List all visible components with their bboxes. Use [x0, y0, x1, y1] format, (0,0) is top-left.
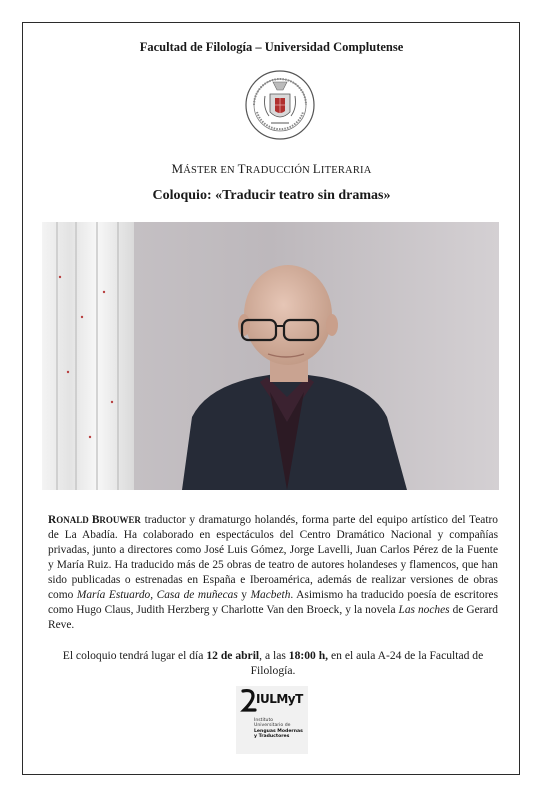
speaker-bio: RONALD BROUWER traductor y dramaturgo holandés, forma parte del equipo artístico del Teatro de La Abadía. Ha colaborado en espectáculos del Centro Dramático Nacional y compañías privadas, junto a directores como José Luis Gómez, Jorge Lavelli, Juan Carlos Pérez de la Fuente y María Ruiz. Ha traducido más de 25 obras de teatro de autores holandeses y flamencos, que han sido publicadas o estrenadas en España e Iberoamérica, además de realizar versiones de obras como María Estuardo, Casa de muñecas y Macbeth. Asimismo ha traducido poesía de escritores como Hugo Claus, Judith Herzberg y Charlotte Van den Broeck, y la novela Las noches de Gerard Reve. — [48, 514, 499, 631]
iulmyt-logo — [236, 686, 308, 754]
event-title: Coloquio: «Traducir teatro sin dramas» — [152, 188, 391, 203]
event-time: 18:00 h, — [288, 649, 329, 662]
program-title: MÁSTER EN TRADUCCIÓN LITERARIA — [171, 161, 372, 176]
logo-mark-text: IULMyT — [256, 692, 303, 706]
faculty-header: Facultad de Filología – Universidad Complutense — [139, 40, 404, 54]
event-schedule: El coloquio tendrá lugar el día 12 de abril, a las 18:00 h, en el aula A-24 de la Facultad de Filología. — [62, 649, 484, 677]
logo-subtitle: Instituto Universitario de Lenguas Modernas y Traductores — [254, 718, 303, 740]
speaker-photo — [42, 222, 499, 490]
university-seal-icon — [243, 68, 317, 142]
event-date: 12 de abril — [206, 649, 260, 662]
speaker-name: RONALD BROUWER — [48, 514, 141, 526]
